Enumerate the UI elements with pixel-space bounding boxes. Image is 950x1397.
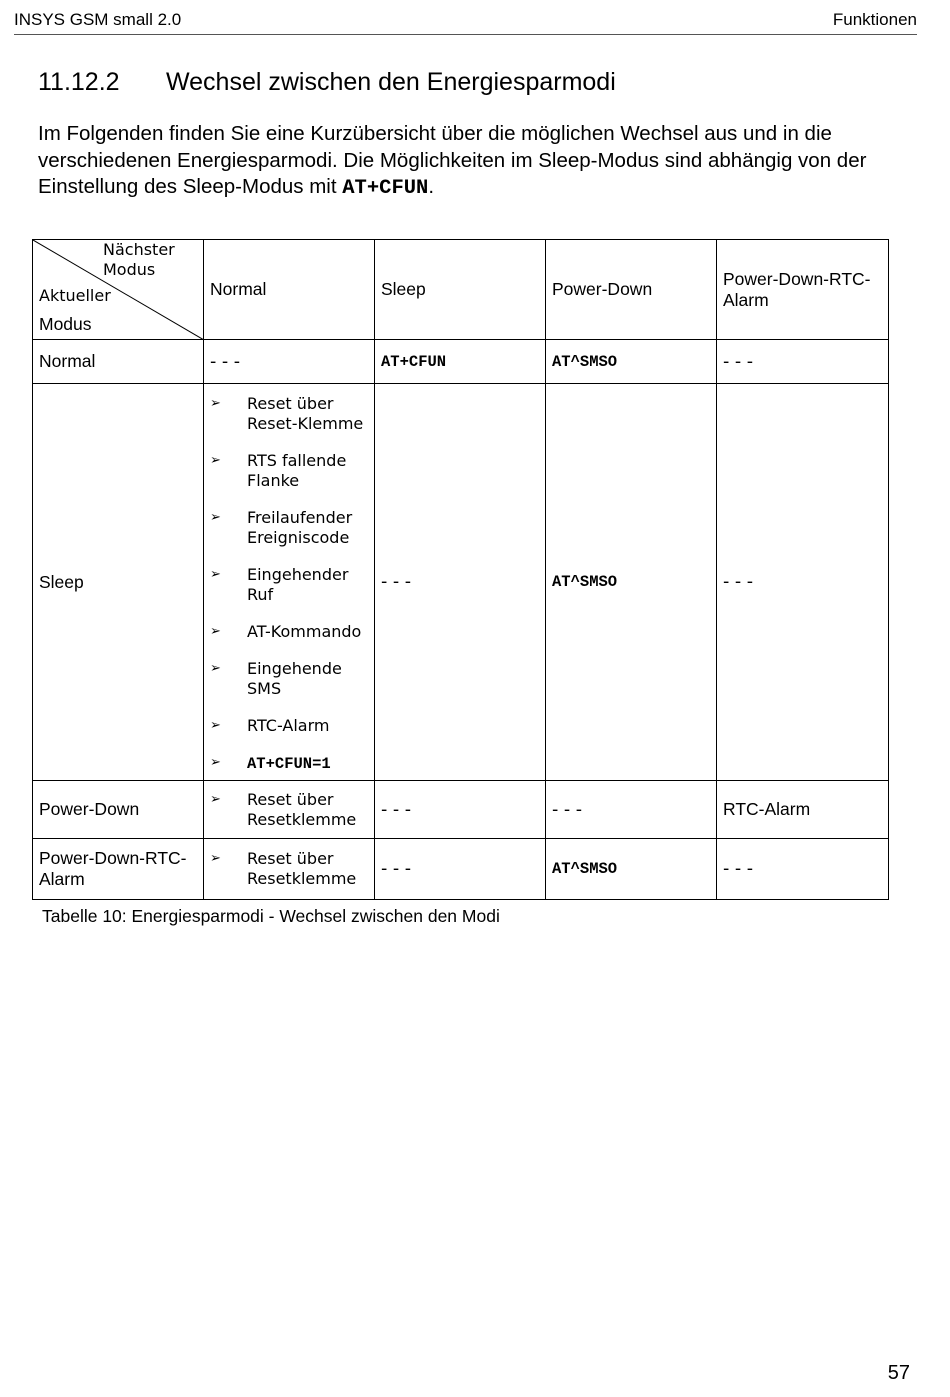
cell-normal-rtc: - - -: [717, 340, 889, 384]
arrow-bullet-icon: ➢: [210, 567, 221, 582]
cell-normal-sleep: AT+CFUN: [375, 340, 546, 384]
intro-end: .: [428, 175, 435, 198]
page-header: [14, 8, 917, 35]
corner-current-label-2: Modus: [39, 314, 92, 334]
cell-sleep-power-down: AT^SMSO: [546, 384, 717, 781]
section-number: 11.12.2: [38, 68, 120, 96]
mode-transition-table: [32, 239, 889, 900]
arrow-bullet-icon: ➢: [210, 791, 221, 807]
list-item: ➢ RTS fallende Flanke: [210, 451, 347, 490]
list-item: ➢ Reset über Reset-Klemme: [210, 394, 364, 433]
intro-code: AT+CFUN: [342, 177, 429, 200]
arrow-bullet-icon: ➢: [210, 718, 221, 733]
row-header-normal: Normal: [33, 340, 204, 384]
row-header-sleep: Sleep: [33, 384, 204, 781]
table-row-normal: [33, 340, 889, 384]
column-header-sleep: Sleep: [375, 240, 546, 340]
cell-rtc-sleep: - - -: [375, 839, 546, 900]
table-row-power-down: [33, 781, 889, 839]
intro-paragraph: [38, 121, 888, 203]
list-item: ➢ Reset über Resetklemme: [210, 789, 357, 829]
table-header-row: [33, 240, 889, 340]
cell-normal-power-down: AT^SMSO: [546, 340, 717, 384]
column-header-normal: Normal: [204, 240, 375, 340]
sleep-wakeup-list: [210, 384, 368, 774]
cell-normal-normal: - - -: [204, 340, 375, 384]
list-item: ➢ AT+CFUN=1: [210, 755, 331, 773]
table-caption: Tabelle 10: Energiesparmodi - Wechsel zwischen den Modi: [42, 906, 500, 926]
arrow-bullet-icon: ➢: [210, 510, 221, 525]
cell-power-down-power-down: - - -: [546, 781, 717, 839]
cell-power-down-rtc: RTC-Alarm: [717, 781, 889, 839]
header-title: INSYS GSM small 2.0: [14, 10, 182, 29]
intro-text: Im Folgenden finden Sie eine Kurzübersicht über die möglichen Wechsel aus und in die verschiedenen Energiesparmodi. Die Möglichkeiten im Sleep-Modus sind abhängig von der Einstellung des Sleep-Modus mit: [38, 122, 867, 198]
list-item: ➢ RTC-Alarm: [210, 716, 330, 735]
cell-rtc-rtc: - - -: [717, 839, 889, 900]
header-chapter: Funktionen: [832, 10, 917, 29]
cell-sleep-sleep: - - -: [375, 384, 546, 781]
arrow-bullet-icon: ➢: [210, 755, 221, 770]
arrow-bullet-icon: ➢: [210, 396, 221, 411]
arrow-bullet-icon: ➢: [210, 453, 221, 468]
cell-power-down-sleep: - - -: [375, 781, 546, 839]
section-title: Wechsel zwischen den Energiesparmodi: [166, 68, 616, 96]
list-item: ➢ Freilaufender Ereigniscode: [210, 508, 353, 547]
list-item: ➢ AT-Kommando: [210, 622, 362, 641]
corner-next-label: Nächster Modus: [103, 240, 175, 279]
list-item: ➢ Eingehende SMS: [210, 659, 342, 698]
page-number: 57: [887, 1362, 910, 1384]
cell-power-down-normal: [204, 781, 375, 839]
table-row-sleep: [33, 384, 889, 781]
corner-cell: [33, 240, 204, 340]
table-row-power-down-rtc: [33, 839, 889, 900]
cell-sleep-normal: [204, 384, 375, 781]
cell-sleep-rtc: - - -: [717, 384, 889, 781]
list-item: ➢ Eingehender Ruf: [210, 565, 349, 604]
arrow-bullet-icon: ➢: [210, 851, 221, 866]
row-header-power-down: Power-Down: [33, 781, 204, 839]
section-heading: [38, 68, 616, 97]
cell-rtc-power-down: AT^SMSO: [546, 839, 717, 900]
arrow-bullet-icon: ➢: [210, 624, 221, 639]
list-item: ➢ Reset über Resetklemme: [210, 849, 357, 888]
row-header-power-down-rtc: Power-Down-RTC-Alarm: [33, 839, 204, 900]
cell-rtc-normal: [204, 839, 375, 900]
column-header-power-down: Power-Down: [546, 240, 717, 340]
corner-current-label-1: Aktueller: [39, 286, 111, 305]
arrow-bullet-icon: ➢: [210, 661, 221, 676]
column-header-power-down-rtc-alarm: Power-Down-RTC-Alarm: [717, 240, 889, 340]
